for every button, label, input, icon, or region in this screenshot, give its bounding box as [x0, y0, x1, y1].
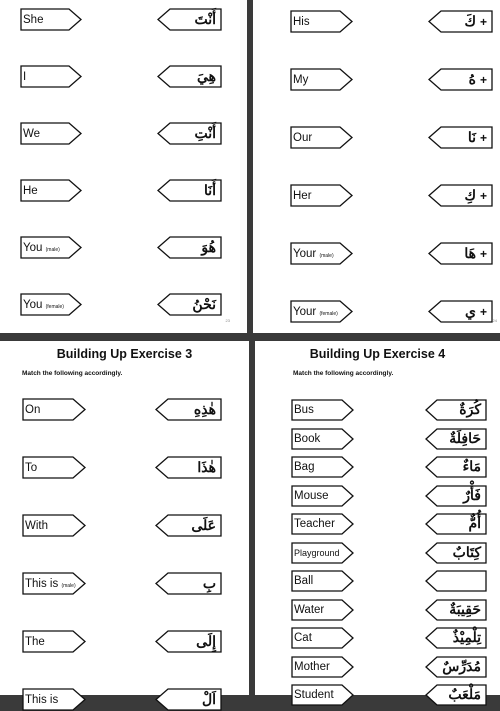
- english-word: [22, 520, 86, 532]
- arabic-word: [425, 459, 487, 475]
- english-word: [290, 74, 353, 86]
- english-word-text: I: [23, 70, 27, 83]
- english-word-text: Bag: [294, 461, 315, 473]
- english-word: [290, 248, 353, 260]
- english-word-text: Her: [293, 189, 312, 202]
- english-word-text: The: [25, 635, 45, 648]
- arabic-word-text: مَاءٌ: [462, 459, 481, 475]
- page-top-left: [0, 0, 247, 333]
- arabic-word-tag[interactable]: [428, 300, 493, 323]
- arabic-word-text: تِلْمِيْذٌ: [452, 630, 481, 646]
- arabic-word-text: كُرَةٌ: [459, 402, 481, 418]
- arabic-word-text: أَنَا: [203, 182, 216, 199]
- arabic-word-tag[interactable]: [428, 68, 493, 91]
- gender-note: (male): [319, 252, 334, 259]
- arabic-word-text: أُمٌّ: [468, 516, 481, 532]
- english-word: [291, 604, 354, 616]
- english-word-text: His: [293, 15, 310, 28]
- arabic-word: [155, 402, 222, 418]
- arabic-word-tag[interactable]: [425, 599, 487, 621]
- english-word-tag[interactable]: [291, 542, 354, 564]
- arabic-word-tag[interactable]: [155, 514, 222, 537]
- plus-sign: +: [479, 188, 487, 203]
- gender-note: (male): [61, 582, 76, 589]
- arabic-word-tag[interactable]: [155, 688, 222, 711]
- arabic-word-tag[interactable]: [425, 656, 487, 678]
- english-word-text: With: [25, 519, 48, 532]
- gender-note: (male): [45, 246, 60, 253]
- english-word-tag[interactable]: [20, 65, 82, 88]
- english-word-tag[interactable]: [20, 122, 82, 145]
- english-word-tag[interactable]: [22, 514, 86, 537]
- english-word-text: Bus: [294, 404, 314, 416]
- exercise-title: Building Up Exercise 3: [56, 347, 193, 361]
- arabic-word-tag[interactable]: [425, 684, 487, 706]
- arabic-word: [157, 126, 222, 142]
- arabic-word: [425, 659, 487, 675]
- english-word-tag[interactable]: [22, 398, 86, 421]
- arabic-word-tag[interactable]: [425, 428, 487, 450]
- english-word-tag[interactable]: [22, 630, 86, 653]
- english-word: [291, 548, 354, 558]
- english-word: [291, 632, 354, 644]
- arabic-word: [157, 297, 222, 313]
- arabic-word: [155, 692, 222, 708]
- english-word-tag[interactable]: [291, 684, 354, 706]
- arabic-word-tag[interactable]: [155, 456, 222, 479]
- english-word: [290, 132, 353, 144]
- arabic-word: [428, 130, 493, 146]
- english-word-tag[interactable]: [290, 300, 353, 323]
- arabic-word-text: بِ: [202, 575, 216, 592]
- arabic-word-tag[interactable]: [428, 242, 493, 265]
- english-word-tag[interactable]: [291, 570, 354, 592]
- plus-sign: +: [479, 130, 487, 145]
- arabic-word-tag[interactable]: [157, 65, 222, 88]
- english-word-tag[interactable]: [291, 399, 354, 421]
- english-word-tag[interactable]: [290, 68, 353, 91]
- english-word: [291, 689, 354, 701]
- english-word: [291, 433, 354, 445]
- arabic-word: [155, 518, 222, 534]
- arabic-word-tag[interactable]: [157, 293, 222, 316]
- arabic-word-text: هُوَ: [201, 239, 216, 256]
- english-word-text: You: [23, 241, 43, 254]
- plus-sign: +: [479, 14, 487, 29]
- arabic-word-tag[interactable]: [425, 627, 487, 649]
- arabic-word: [428, 14, 493, 30]
- arabic-word-text: حَافِلَةٌ: [449, 430, 481, 447]
- english-word: [20, 71, 82, 83]
- english-word-text: He: [23, 184, 38, 197]
- arabic-word: [157, 12, 222, 28]
- english-word: [20, 14, 82, 26]
- arabic-word: [425, 431, 487, 447]
- english-word-tag[interactable]: [291, 656, 354, 678]
- arabic-word: [425, 687, 487, 703]
- instruction-text: Match the following accordingly.: [293, 370, 394, 377]
- arabic-word-tag[interactable]: [425, 570, 487, 592]
- english-word-text: Student: [294, 689, 334, 701]
- english-word-tag[interactable]: [22, 572, 86, 595]
- exercise-title: Building Up Exercise 4: [309, 347, 446, 361]
- arabic-word-tag[interactable]: [157, 179, 222, 202]
- arabic-word-tag[interactable]: [155, 630, 222, 653]
- arabic-word-text: أَنْتِ: [194, 125, 216, 142]
- english-word-tag[interactable]: [290, 184, 353, 207]
- english-word: [20, 242, 82, 254]
- english-word-text: She: [23, 13, 44, 26]
- english-word-text: This is: [25, 693, 59, 706]
- arabic-word-text: هٰذَا: [197, 459, 216, 476]
- page-number: 23: [225, 318, 230, 323]
- arabic-word-tag[interactable]: [428, 126, 493, 149]
- english-word-text: This is: [25, 577, 59, 590]
- english-word-text: Playground: [294, 547, 340, 558]
- english-word: [290, 16, 353, 28]
- arabic-word: [157, 69, 222, 85]
- arabic-word-text: إِلَى: [196, 633, 216, 650]
- english-word-tag[interactable]: [22, 456, 86, 479]
- arabic-word-text: مَلْعَبٌ: [448, 687, 481, 703]
- english-word: [291, 661, 354, 673]
- arabic-word: [425, 545, 487, 561]
- english-word-text: Water: [294, 603, 325, 616]
- english-word: [22, 462, 86, 474]
- english-word-tag[interactable]: [291, 627, 354, 649]
- arabic-word-text: هَا: [464, 245, 476, 262]
- english-word-text: We: [23, 127, 41, 140]
- arabic-word-tag[interactable]: [425, 399, 487, 421]
- arabic-word: [155, 460, 222, 476]
- english-word-text: My: [293, 73, 309, 86]
- arabic-word-tag[interactable]: [425, 485, 487, 507]
- english-word-text: Book: [294, 432, 321, 445]
- arabic-word-text: كَ: [464, 13, 476, 30]
- page-bottom-right: [255, 341, 500, 703]
- arabic-word-text: أَنْتَ: [194, 11, 216, 28]
- english-word-tag[interactable]: [290, 242, 353, 265]
- arabic-word: [425, 602, 487, 618]
- arabic-word: [425, 488, 487, 504]
- plus-sign: +: [479, 246, 487, 261]
- plus-sign: +: [479, 304, 487, 319]
- arabic-word-text: فَأْرٌ: [463, 487, 481, 504]
- arabic-word-tag[interactable]: [428, 10, 493, 33]
- arabic-word: [425, 630, 487, 646]
- english-word: [290, 306, 353, 318]
- english-word-tag[interactable]: [291, 599, 354, 621]
- arabic-word: [157, 183, 222, 199]
- arabic-word: [155, 634, 222, 650]
- english-word-tag[interactable]: [20, 179, 82, 202]
- gender-note: (female): [319, 310, 338, 317]
- english-word: [20, 299, 82, 311]
- page-bottom-left: [0, 341, 249, 708]
- page-top-right: [253, 0, 500, 333]
- english-word-text: Our: [293, 131, 313, 144]
- english-word: [290, 190, 353, 202]
- english-word-tag[interactable]: [291, 513, 354, 535]
- arabic-word-tag[interactable]: [425, 513, 487, 535]
- arabic-word-text: عَلَى: [191, 517, 216, 534]
- english-word: [291, 518, 354, 530]
- english-word-tag[interactable]: [291, 456, 354, 478]
- english-word-text: Mouse: [294, 489, 329, 502]
- arabic-word-text: هُ: [468, 71, 476, 88]
- arabic-word: [428, 304, 493, 320]
- arabic-word-text: ي: [465, 303, 476, 320]
- english-word: [22, 636, 86, 648]
- english-word-text: On: [25, 403, 41, 416]
- english-word: [20, 128, 82, 140]
- english-word-text: Teacher: [294, 518, 335, 530]
- english-word-tag[interactable]: [290, 10, 353, 33]
- arabic-word-tag[interactable]: [428, 184, 493, 207]
- english-word-tag[interactable]: [22, 688, 86, 711]
- plus-sign: +: [479, 72, 487, 87]
- arabic-word-tag[interactable]: [157, 8, 222, 31]
- english-word-tag[interactable]: [291, 428, 354, 450]
- arabic-word-tag[interactable]: [157, 236, 222, 259]
- arabic-word-tag[interactable]: [155, 398, 222, 421]
- arabic-word-text: نَا: [467, 129, 476, 146]
- arabic-word-text: مُدَرِّسٌ: [442, 658, 481, 675]
- english-word: [291, 575, 354, 587]
- arabic-word: [155, 576, 222, 592]
- arabic-word: [425, 516, 487, 532]
- english-word: [291, 461, 354, 473]
- english-word-text: Your: [293, 305, 317, 318]
- english-word-tag[interactable]: [290, 126, 353, 149]
- english-word: [20, 185, 82, 197]
- english-word-text: You: [23, 298, 43, 311]
- english-word: [22, 404, 86, 416]
- english-word-text: Cat: [294, 632, 312, 644]
- arabic-word-text: اَلْ: [201, 691, 216, 708]
- arabic-word-text: كِتَابٌ: [452, 544, 481, 561]
- english-word-tag[interactable]: [20, 293, 82, 316]
- arabic-word-tag[interactable]: [425, 542, 487, 564]
- english-word: [291, 490, 354, 502]
- english-word-text: Your: [293, 247, 317, 260]
- arabic-word: [428, 246, 493, 262]
- arabic-word-text: حَقِيبَةٌ: [449, 601, 481, 618]
- english-word: [22, 694, 86, 706]
- gender-note: (female): [45, 303, 64, 310]
- english-word-tag[interactable]: [20, 8, 82, 31]
- arabic-word-text: كِ: [464, 187, 476, 204]
- arabic-word-tag[interactable]: [425, 456, 487, 478]
- arabic-word: [428, 188, 493, 204]
- arabic-word-text: هِيَ: [196, 68, 216, 85]
- arabic-word: [157, 240, 222, 256]
- english-word-tag[interactable]: [291, 485, 354, 507]
- english-word-text: Mother: [294, 660, 330, 673]
- arabic-word: [428, 72, 493, 88]
- english-word: [291, 404, 354, 416]
- english-word-tag[interactable]: [20, 236, 82, 259]
- english-word-text: To: [25, 461, 38, 474]
- arabic-word: [425, 402, 487, 418]
- arabic-word-text: نَحْنُ: [192, 296, 216, 313]
- page-number: 24: [492, 318, 497, 323]
- arabic-word-text: هٰذِهِ: [193, 401, 216, 418]
- arabic-word-tag[interactable]: [157, 122, 222, 145]
- arabic-word-tag[interactable]: [155, 572, 222, 595]
- instruction-text: Match the following accordingly.: [22, 370, 123, 377]
- english-word: [22, 578, 86, 590]
- english-word-text: Ball: [294, 575, 314, 587]
